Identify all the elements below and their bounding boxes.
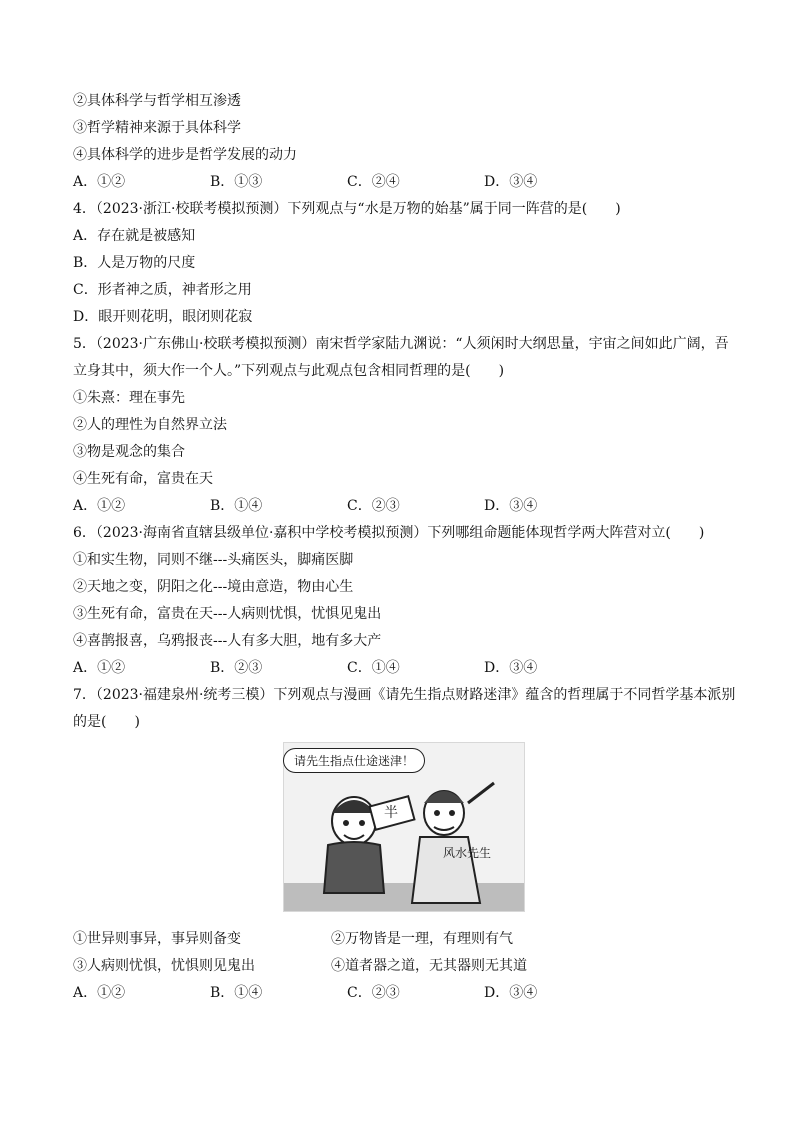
q7-item-4: ④道者器之道，无其器则无其道 [331, 958, 527, 974]
q3-item-2: ②具体科学与哲学相互渗透 [73, 93, 241, 109]
q5-options [73, 493, 723, 520]
q4-stem: 4．（2023·浙江·校联考模拟预测）下列观点与“水是万物的始基”属于同一阵营的是( ) [73, 201, 621, 217]
svg-text:半: 半 [384, 805, 398, 821]
q5-item-2: ②人的理性为自然界立法 [73, 417, 227, 433]
q6-option-c[interactable]: C．①④ [347, 660, 400, 676]
q3-item-4: ④具体科学的进步是哲学发展的动力 [73, 147, 297, 163]
q5-option-b[interactable]: B．①④ [210, 498, 263, 514]
q7-item-1: ①世异则事异，事异则备变 [73, 931, 241, 947]
q6-item-1: ①和实生物，同则不继---头痛医头，脚痛医脚 [73, 552, 354, 568]
q5-option-c[interactable]: C．②③ [347, 498, 400, 514]
q3-option-b[interactable]: B．①③ [210, 174, 263, 190]
q6-item-2: ②天地之变，阴阳之化---境由意造，物由心生 [73, 579, 354, 595]
q7-stem-line2: 的是( ) [73, 714, 140, 730]
q6-option-d[interactable]: D．③④ [484, 660, 538, 676]
q7-item-3: ③人病则忧惧，忧惧则见鬼出 [73, 958, 255, 974]
q6-item-3: ③生死有命，富贵在天---人病则忧惧，忧惧见鬼出 [73, 606, 382, 622]
speech-bubble: 请先生指点仕途迷津！ [283, 748, 425, 773]
q3-options [73, 169, 723, 196]
q5-item-3: ③物是观念的集合 [73, 444, 185, 460]
q3-item-3: ③哲学精神来源于具体科学 [73, 120, 241, 136]
q7-stem-line1: 7．（2023·福建泉州·统考三模）下列观点与漫画《请先生指点财路迷津》蕴含的哲理属于不同哲学基本派别 [73, 687, 736, 703]
q7-items-row1 [73, 926, 723, 953]
q3-option-d[interactable]: D．③④ [484, 174, 538, 190]
q3-option-c[interactable]: C．②④ [347, 174, 400, 190]
q6-options [73, 655, 723, 682]
q4-choice-a[interactable]: A．存在就是被感知 [73, 228, 196, 244]
q7-items-row2 [73, 953, 723, 980]
q4-choice-c[interactable]: C．形者神之质，神者形之用 [73, 282, 252, 298]
q7-item-2: ②万物皆是一理，有理则有气 [331, 931, 513, 947]
q5-option-a[interactable]: A．①② [73, 498, 126, 514]
q7-option-a[interactable]: A．①② [73, 985, 126, 1001]
question-page [73, 88, 736, 1007]
q6-item-4: ④喜鹊报喜，乌鸦报丧---人有多大胆，地有多大产 [73, 633, 382, 649]
q7-option-c[interactable]: C．②③ [347, 985, 400, 1001]
q7-cartoon-figure [73, 742, 723, 926]
q3-option-a[interactable]: A．①② [73, 174, 126, 190]
q5-stem-line1: 5．（2023·广东佛山·校联考模拟预测）南宋哲学家陆九渊说：“人须闲时大纲思量，宇宙之间如此广阔，吾 [73, 336, 729, 352]
q6-option-b[interactable]: B．②③ [210, 660, 263, 676]
fortune-teller-sign: 风水先生 [443, 846, 492, 860]
q5-item-1: ①朱熹：理在事先 [73, 390, 185, 406]
q7-option-b[interactable]: B．①④ [210, 985, 263, 1001]
q5-stem-line2: 立身其中，须大作一个人。”下列观点与此观点包含相同哲理的是( ) [73, 363, 505, 379]
q7-option-d[interactable]: D．③④ [484, 985, 538, 1001]
q6-stem: 6．（2023·海南省直辖县级单位·嘉积中学校考模拟预测）下列哪组命题能体现哲学两大阵营对立( ) [73, 525, 705, 541]
q5-item-4: ④生死有命，富贵在天 [73, 471, 213, 487]
q4-choice-b[interactable]: B．人是万物的尺度 [73, 255, 196, 271]
q6-option-a[interactable]: A．①② [73, 660, 126, 676]
q5-option-d[interactable]: D．③④ [484, 498, 538, 514]
q4-choice-d[interactable]: D．眼开则花明，眼闭则花寂 [73, 309, 253, 325]
q7-options [73, 980, 723, 1007]
